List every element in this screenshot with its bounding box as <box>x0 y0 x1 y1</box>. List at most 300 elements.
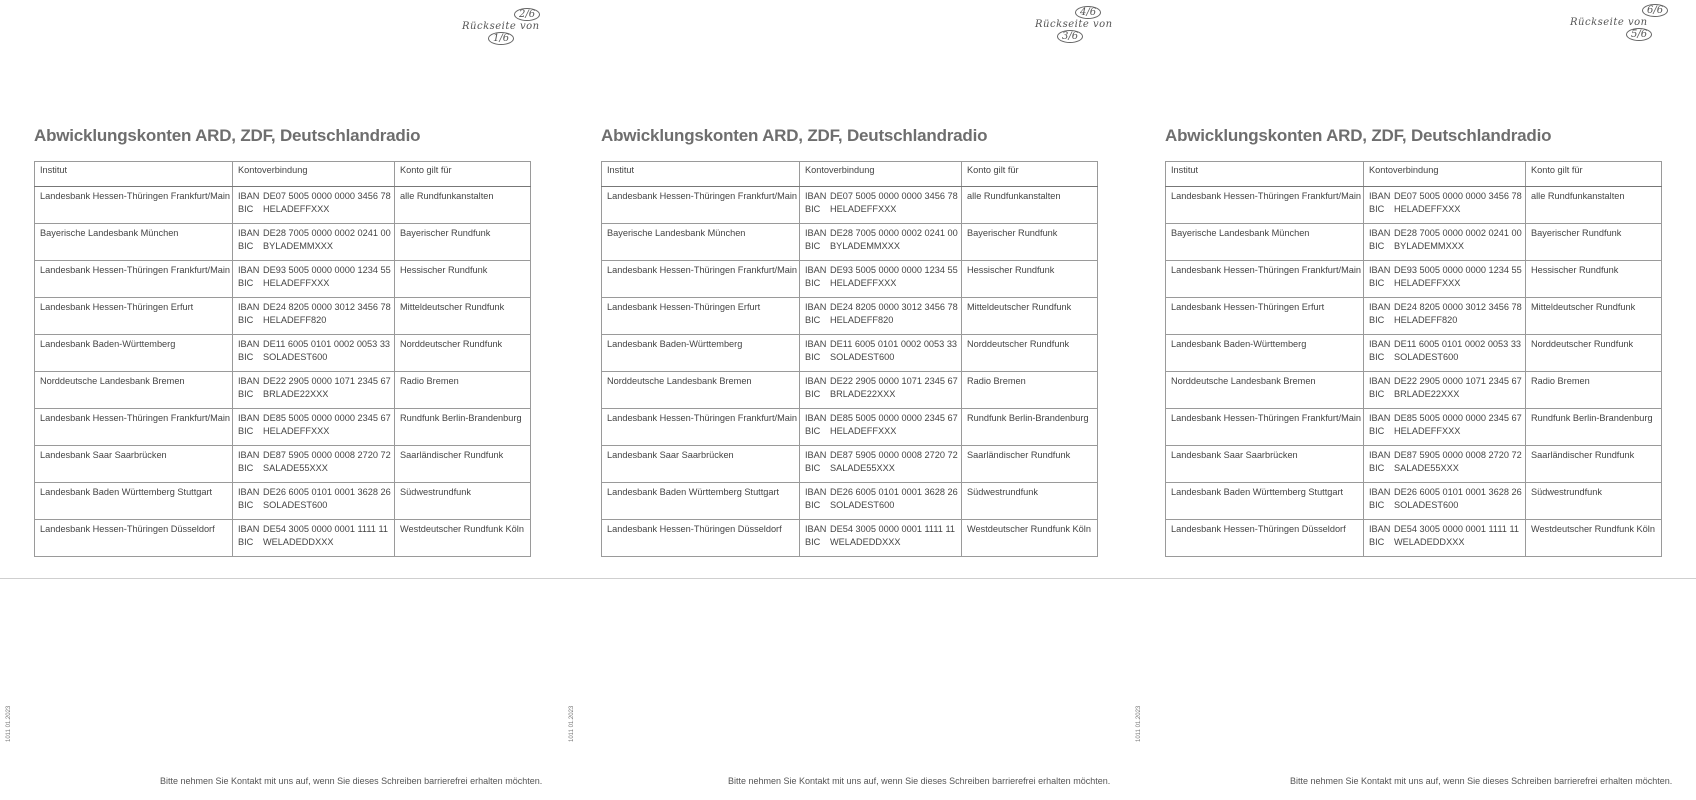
document-title: Abwicklungskonten ARD, ZDF, Deutschlandradio <box>601 126 988 145</box>
bic-label: BIC <box>238 352 254 362</box>
kontoverbindung-cell <box>1364 520 1526 557</box>
column-header-institut: Institut <box>602 162 800 187</box>
iban-label: IBAN <box>805 302 827 312</box>
konto-gilt-fuer-cell <box>395 335 531 372</box>
iban-line <box>805 523 956 536</box>
iban-line <box>1369 486 1520 499</box>
column-header-institut: Institut <box>35 162 233 187</box>
bic-label: BIC <box>1369 500 1385 510</box>
bic-value: WELADEDDXXX <box>830 537 901 547</box>
konto-gilt-fuer-cell <box>1526 335 1662 372</box>
institut-name: Landesbank Baden-Württemberg <box>1171 339 1307 349</box>
accounts-table <box>601 161 1098 557</box>
page-number-circle: 6/6 <box>1642 4 1668 17</box>
bic-line <box>805 499 956 512</box>
bic-line <box>1369 499 1520 512</box>
iban-value: DE11 6005 0101 0002 0053 33 <box>830 339 958 349</box>
bic-label: BIC <box>238 500 254 510</box>
bic-line <box>1369 314 1520 327</box>
kontoverbindung-cell <box>1364 298 1526 335</box>
bic-label: BIC <box>805 204 821 214</box>
iban-value: DE93 5005 0000 0000 1234 55 <box>263 265 391 275</box>
iban-label: IBAN <box>805 265 827 275</box>
bic-value: HELADEFFXXX <box>830 278 897 288</box>
institut-name: Bayerische Landesbank München <box>607 228 746 238</box>
iban-value: DE24 8205 0000 3012 3456 78 <box>1394 302 1522 312</box>
column-header-kontoverbindung: Kontoverbindung <box>1364 162 1526 187</box>
kontoverbindung-cell <box>800 446 962 483</box>
kontoverbindung-cell <box>800 261 962 298</box>
institut-name: Landesbank Hessen-Thüringen Erfurt <box>1171 302 1325 312</box>
kontoverbindung-cell <box>1364 446 1526 483</box>
konto-gilt-fuer-value: Bayerischer Rundfunk <box>400 228 491 238</box>
iban-line <box>1369 338 1520 351</box>
konto-gilt-fuer-value: Westdeutscher Rundfunk Köln <box>400 524 524 534</box>
iban-line <box>238 486 389 499</box>
iban-line <box>1369 412 1520 425</box>
institut-cell <box>1166 298 1364 335</box>
page-number-circle: 4/6 <box>1075 6 1101 19</box>
bic-label: BIC <box>805 389 821 399</box>
table-row <box>35 446 531 483</box>
iban-value: DE26 6005 0101 0001 3628 26 <box>263 487 391 497</box>
page-number-circle: 2/6 <box>514 8 540 21</box>
table-row <box>602 335 1098 372</box>
konto-gilt-fuer-cell <box>962 483 1098 520</box>
konto-gilt-fuer-cell <box>395 446 531 483</box>
bic-value: HELADEFFXXX <box>830 426 897 436</box>
bic-line <box>1369 462 1520 475</box>
institut-name: Bayerische Landesbank München <box>1171 228 1310 238</box>
konto-gilt-fuer-value: Saarländischer Rundfunk <box>1531 450 1635 460</box>
table-row <box>1166 261 1662 298</box>
iban-line <box>805 264 956 277</box>
table-row <box>35 409 531 446</box>
institut-cell <box>602 483 800 520</box>
konto-gilt-fuer-cell <box>1526 372 1662 409</box>
bic-line <box>805 277 956 290</box>
bic-line <box>238 351 389 364</box>
bic-label: BIC <box>238 204 254 214</box>
iban-value: DE54 3005 0000 0001 1111 11 <box>830 524 955 534</box>
bic-label: BIC <box>238 389 254 399</box>
institut-cell <box>35 446 233 483</box>
iban-line <box>805 375 956 388</box>
bic-label: BIC <box>805 278 821 288</box>
konto-gilt-fuer-value: Westdeutscher Rundfunk Köln <box>967 524 1091 534</box>
kontoverbindung-cell <box>233 224 395 261</box>
konto-gilt-fuer-value: alle Rundfunkanstalten <box>400 191 494 201</box>
institut-name: Bayerische Landesbank München <box>40 228 179 238</box>
iban-label: IBAN <box>1369 487 1391 497</box>
table-row <box>35 261 531 298</box>
bic-label: BIC <box>238 241 254 251</box>
institut-cell <box>602 520 800 557</box>
iban-label: IBAN <box>1369 191 1391 201</box>
kontoverbindung-cell <box>233 187 395 224</box>
bic-line <box>805 203 956 216</box>
bic-value: HELADEFF820 <box>830 315 894 325</box>
bic-value: SOLADEST600 <box>263 352 328 362</box>
table-row <box>602 520 1098 557</box>
kontoverbindung-cell <box>1364 224 1526 261</box>
table-row <box>602 372 1098 409</box>
iban-line <box>1369 301 1520 314</box>
bic-value: SOLADEST600 <box>1394 500 1459 510</box>
bic-label: BIC <box>1369 352 1385 362</box>
table-row <box>35 483 531 520</box>
bic-label: BIC <box>805 352 821 362</box>
konto-gilt-fuer-value: Mitteldeutscher Rundfunk <box>400 302 505 312</box>
table-row <box>35 520 531 557</box>
handwritten-reverse-note: Rückseite von <box>1570 17 1648 28</box>
iban-label: IBAN <box>1369 450 1391 460</box>
institut-cell <box>1166 409 1364 446</box>
table-row <box>602 409 1098 446</box>
konto-gilt-fuer-cell <box>395 224 531 261</box>
kontoverbindung-cell <box>233 261 395 298</box>
konto-gilt-fuer-value: Norddeutscher Rundfunk <box>1531 339 1634 349</box>
iban-label: IBAN <box>238 228 260 238</box>
konto-gilt-fuer-value: Westdeutscher Rundfunk Köln <box>1531 524 1655 534</box>
iban-line <box>805 486 956 499</box>
institut-cell <box>1166 187 1364 224</box>
konto-gilt-fuer-value: Südwestrundfunk <box>400 487 471 497</box>
iban-value: DE22 2905 0000 1071 2345 67 <box>263 376 391 386</box>
bic-label: BIC <box>805 500 821 510</box>
table-row <box>35 335 531 372</box>
kontoverbindung-cell <box>233 520 395 557</box>
konto-gilt-fuer-value: Rundfunk Berlin-Brandenburg <box>967 413 1089 423</box>
konto-gilt-fuer-cell <box>962 446 1098 483</box>
institut-cell <box>602 187 800 224</box>
iban-line <box>1369 264 1520 277</box>
bic-label: BIC <box>805 241 821 251</box>
accessibility-footer: Bitte nehmen Sie Kontakt mit uns auf, wenn Sie dieses Schreiben barrierefrei erhalten möchten. <box>728 776 1111 786</box>
bic-value: HELADEFF820 <box>1394 315 1458 325</box>
institut-cell <box>35 187 233 224</box>
kontoverbindung-cell <box>800 483 962 520</box>
konto-gilt-fuer-value: Rundfunk Berlin-Brandenburg <box>1531 413 1653 423</box>
bic-line <box>805 314 956 327</box>
document-page-2 <box>565 0 1130 800</box>
institut-name: Landesbank Hessen-Thüringen Frankfurt/Main <box>1171 265 1361 275</box>
konto-gilt-fuer-cell <box>1526 261 1662 298</box>
bic-line <box>238 462 389 475</box>
bic-label: BIC <box>805 463 821 473</box>
bic-line <box>238 314 389 327</box>
kontoverbindung-cell <box>800 335 962 372</box>
iban-label: IBAN <box>1369 376 1391 386</box>
institut-name: Norddeutsche Landesbank Bremen <box>607 376 752 386</box>
bic-line <box>805 425 956 438</box>
bic-line <box>805 351 956 364</box>
konto-gilt-fuer-cell <box>962 520 1098 557</box>
bic-value: SALADE55XXX <box>1394 463 1459 473</box>
column-header-kontoverbindung: Kontoverbindung <box>233 162 395 187</box>
iban-label: IBAN <box>1369 524 1391 534</box>
institut-name: Landesbank Saar Saarbrücken <box>607 450 734 460</box>
iban-value: DE87 5905 0000 0008 2720 72 <box>263 450 391 460</box>
iban-label: IBAN <box>238 191 260 201</box>
konto-gilt-fuer-cell <box>962 335 1098 372</box>
iban-label: IBAN <box>805 191 827 201</box>
bic-label: BIC <box>805 537 821 547</box>
konto-gilt-fuer-value: alle Rundfunkanstalten <box>1531 191 1625 201</box>
bic-value: HELADEFFXXX <box>263 278 330 288</box>
institut-name: Norddeutsche Landesbank Bremen <box>1171 376 1316 386</box>
document-title: Abwicklungskonten ARD, ZDF, Deutschlandradio <box>1165 126 1552 145</box>
bic-line <box>238 240 389 253</box>
iban-value: DE54 3005 0000 0001 1111 11 <box>263 524 388 534</box>
iban-value: DE54 3005 0000 0001 1111 11 <box>1394 524 1519 534</box>
institut-cell <box>1166 335 1364 372</box>
kontoverbindung-cell <box>800 187 962 224</box>
konto-gilt-fuer-cell <box>1526 446 1662 483</box>
iban-line <box>1369 523 1520 536</box>
handwritten-reverse-note: Rückseite von <box>462 21 540 32</box>
iban-label: IBAN <box>238 265 260 275</box>
iban-value: DE93 5005 0000 0000 1234 55 <box>1394 265 1522 275</box>
konto-gilt-fuer-value: Saarländischer Rundfunk <box>400 450 504 460</box>
column-header-institut: Institut <box>1166 162 1364 187</box>
institut-name: Landesbank Hessen-Thüringen Frankfurt/Main <box>1171 191 1361 201</box>
fold-line <box>0 578 565 579</box>
bic-label: BIC <box>1369 426 1385 436</box>
iban-value: DE26 6005 0101 0001 3628 26 <box>1394 487 1522 497</box>
bic-label: BIC <box>238 537 254 547</box>
table-header-row <box>602 162 1098 187</box>
bic-value: HELADEFFXXX <box>1394 426 1461 436</box>
table-row <box>1166 298 1662 335</box>
bic-line <box>1369 351 1520 364</box>
fold-line <box>1130 578 1696 579</box>
iban-value: DE24 8205 0000 3012 3456 78 <box>263 302 391 312</box>
handwritten-note <box>1570 4 1668 41</box>
iban-value: DE87 5905 0000 0008 2720 72 <box>1394 450 1522 460</box>
institut-name: Landesbank Hessen-Thüringen Düsseldorf <box>1171 524 1346 534</box>
iban-label: IBAN <box>1369 413 1391 423</box>
konto-gilt-fuer-cell <box>962 187 1098 224</box>
institut-name: Landesbank Baden Württemberg Stuttgart <box>1171 487 1344 497</box>
table-row <box>1166 483 1662 520</box>
konto-gilt-fuer-value: Saarländischer Rundfunk <box>967 450 1071 460</box>
institut-cell <box>35 409 233 446</box>
table-row <box>1166 446 1662 483</box>
bic-value: SOLADEST600 <box>263 500 328 510</box>
table-row <box>1166 520 1662 557</box>
konto-gilt-fuer-cell <box>962 261 1098 298</box>
institut-name: Landesbank Baden-Württemberg <box>40 339 176 349</box>
bic-value: BRLADE22XXX <box>1394 389 1460 399</box>
bic-value: SOLADEST600 <box>830 500 895 510</box>
bic-label: BIC <box>238 278 254 288</box>
kontoverbindung-cell <box>1364 335 1526 372</box>
konto-gilt-fuer-value: Südwestrundfunk <box>967 487 1038 497</box>
iban-line <box>238 375 389 388</box>
bic-value: HELADEFF820 <box>263 315 327 325</box>
institut-cell <box>602 298 800 335</box>
column-header-konto-gilt-fuer: Konto gilt für <box>962 162 1098 187</box>
bic-line <box>805 536 956 549</box>
konto-gilt-fuer-value: Radio Bremen <box>1531 376 1590 386</box>
institut-cell <box>35 298 233 335</box>
iban-value: DE87 5905 0000 0008 2720 72 <box>830 450 958 460</box>
bic-line <box>238 425 389 438</box>
bic-value: SOLADEST600 <box>830 352 895 362</box>
table-header-row <box>35 162 531 187</box>
institut-name: Landesbank Saar Saarbrücken <box>1171 450 1298 460</box>
bic-line <box>1369 277 1520 290</box>
konto-gilt-fuer-value: Hessischer Rundfunk <box>1531 265 1619 275</box>
iban-value: DE85 5005 0000 0000 2345 67 <box>830 413 958 423</box>
bic-label: BIC <box>805 426 821 436</box>
iban-label: IBAN <box>238 339 260 349</box>
institut-name: Landesbank Hessen-Thüringen Frankfurt/Main <box>607 413 797 423</box>
bic-label: BIC <box>238 463 254 473</box>
institut-name: Landesbank Hessen-Thüringen Erfurt <box>40 302 194 312</box>
konto-gilt-fuer-cell <box>1526 224 1662 261</box>
bic-value: WELADEDDXXX <box>263 537 334 547</box>
column-header-konto-gilt-fuer: Konto gilt für <box>1526 162 1662 187</box>
iban-label: IBAN <box>1369 228 1391 238</box>
institut-name: Landesbank Hessen-Thüringen Erfurt <box>607 302 761 312</box>
bic-line <box>238 536 389 549</box>
konto-gilt-fuer-cell <box>395 520 531 557</box>
institut-name: Landesbank Hessen-Thüringen Düsseldorf <box>40 524 215 534</box>
konto-gilt-fuer-value: Norddeutscher Rundfunk <box>400 339 503 349</box>
table-row <box>35 372 531 409</box>
document-page-1 <box>0 0 565 800</box>
kontoverbindung-cell <box>1364 261 1526 298</box>
iban-label: IBAN <box>805 487 827 497</box>
bic-line <box>1369 240 1520 253</box>
bic-line <box>805 240 956 253</box>
iban-value: DE22 2905 0000 1071 2345 67 <box>1394 376 1522 386</box>
konto-gilt-fuer-cell <box>962 372 1098 409</box>
bic-label: BIC <box>805 315 821 325</box>
kontoverbindung-cell <box>233 335 395 372</box>
table-row <box>35 298 531 335</box>
institut-name: Landesbank Hessen-Thüringen Frankfurt/Main <box>40 191 230 201</box>
kontoverbindung-cell <box>1364 483 1526 520</box>
handwritten-note <box>462 8 540 45</box>
bic-label: BIC <box>1369 241 1385 251</box>
bic-label: BIC <box>1369 204 1385 214</box>
bic-value: BRLADE22XXX <box>830 389 896 399</box>
institut-cell <box>602 224 800 261</box>
kontoverbindung-cell <box>233 409 395 446</box>
bic-value: HELADEFFXXX <box>263 426 330 436</box>
iban-value: DE07 5005 0000 0000 3456 78 <box>263 191 391 201</box>
bic-value: HELADEFFXXX <box>1394 278 1461 288</box>
institut-cell <box>1166 261 1364 298</box>
bic-label: BIC <box>238 426 254 436</box>
institut-name: Landesbank Hessen-Thüringen Frankfurt/Main <box>40 413 230 423</box>
bic-value: BYLADEMMXXX <box>830 241 900 251</box>
bic-value: SALADE55XXX <box>830 463 895 473</box>
iban-line <box>805 338 956 351</box>
konto-gilt-fuer-cell <box>1526 520 1662 557</box>
kontoverbindung-cell <box>800 298 962 335</box>
page-number-circle: 3/6 <box>1057 30 1083 43</box>
bic-value: HELADEFFXXX <box>1394 204 1461 214</box>
iban-value: DE26 6005 0101 0001 3628 26 <box>830 487 958 497</box>
institut-cell <box>602 261 800 298</box>
iban-label: IBAN <box>805 524 827 534</box>
iban-value: DE93 5005 0000 0000 1234 55 <box>830 265 958 275</box>
institut-cell <box>602 335 800 372</box>
table-row <box>602 483 1098 520</box>
accessibility-footer: Bitte nehmen Sie Kontakt mit uns auf, wenn Sie dieses Schreiben barrierefrei erhalten möchten. <box>1290 776 1673 786</box>
iban-value: DE24 8205 0000 3012 3456 78 <box>830 302 958 312</box>
konto-gilt-fuer-cell <box>1526 298 1662 335</box>
konto-gilt-fuer-cell <box>395 298 531 335</box>
page-number-circle: 5/6 <box>1626 28 1652 41</box>
table-row <box>602 187 1098 224</box>
kontoverbindung-cell <box>800 372 962 409</box>
bic-line <box>1369 388 1520 401</box>
bic-value: SALADE55XXX <box>263 463 328 473</box>
konto-gilt-fuer-cell <box>395 409 531 446</box>
konto-gilt-fuer-value: Bayerischer Rundfunk <box>1531 228 1622 238</box>
iban-line <box>805 227 956 240</box>
iban-value: DE85 5005 0000 0000 2345 67 <box>263 413 391 423</box>
konto-gilt-fuer-cell <box>1526 409 1662 446</box>
table-row <box>1166 335 1662 372</box>
bic-line <box>238 277 389 290</box>
institut-name: Landesbank Hessen-Thüringen Frankfurt/Main <box>40 265 230 275</box>
konto-gilt-fuer-value: alle Rundfunkanstalten <box>967 191 1061 201</box>
institut-name: Landesbank Saar Saarbrücken <box>40 450 167 460</box>
form-code: 1011 01.2023 <box>6 705 12 742</box>
table-row <box>1166 409 1662 446</box>
iban-value: DE85 5005 0000 0000 2345 67 <box>1394 413 1522 423</box>
iban-label: IBAN <box>238 413 260 423</box>
bic-line <box>1369 425 1520 438</box>
bic-label: BIC <box>1369 537 1385 547</box>
bic-line <box>238 388 389 401</box>
iban-value: DE07 5005 0000 0000 3456 78 <box>1394 191 1522 201</box>
konto-gilt-fuer-cell <box>395 261 531 298</box>
konto-gilt-fuer-value: Bayerischer Rundfunk <box>967 228 1058 238</box>
institut-cell <box>35 483 233 520</box>
table-header-row <box>1166 162 1662 187</box>
column-header-kontoverbindung: Kontoverbindung <box>800 162 962 187</box>
fold-line <box>565 578 1130 579</box>
institut-cell <box>602 409 800 446</box>
handwritten-note <box>1035 6 1113 43</box>
bic-line <box>1369 536 1520 549</box>
institut-cell <box>1166 483 1364 520</box>
bic-value: SOLADEST600 <box>1394 352 1459 362</box>
iban-label: IBAN <box>805 376 827 386</box>
iban-line <box>238 227 389 240</box>
bic-label: BIC <box>1369 389 1385 399</box>
iban-line <box>805 301 956 314</box>
institut-cell <box>1166 446 1364 483</box>
iban-value: DE22 2905 0000 1071 2345 67 <box>830 376 958 386</box>
form-code: 1011 01.2023 <box>1136 705 1142 742</box>
konto-gilt-fuer-value: Radio Bremen <box>400 376 459 386</box>
institut-name: Landesbank Hessen-Thüringen Frankfurt/Main <box>607 265 797 275</box>
iban-label: IBAN <box>238 302 260 312</box>
kontoverbindung-cell <box>800 520 962 557</box>
institut-cell <box>35 335 233 372</box>
iban-label: IBAN <box>238 524 260 534</box>
document-page-3 <box>1130 0 1695 800</box>
form-code: 1011 01.2023 <box>569 705 575 742</box>
